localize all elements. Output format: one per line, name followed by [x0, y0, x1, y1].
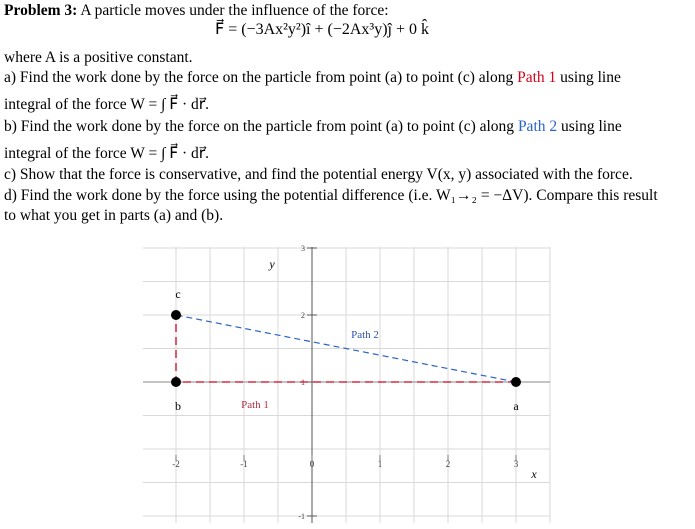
x-tick-label: -1: [240, 459, 248, 469]
point-label-b: b: [175, 399, 181, 413]
y-tick-label: 2: [301, 311, 305, 320]
problem-title: Problem 3:: [4, 2, 78, 19]
y-tick-label: -1: [298, 512, 305, 521]
point-label-c: c: [175, 287, 181, 301]
force-equation: F⃗ = (−3Ax²y²)î + (−2Ax³y)ĵ + 0 k̂: [215, 21, 430, 38]
x-axis-label: x: [531, 467, 537, 481]
path1-label: Path 1: [241, 399, 269, 411]
part-a-text: a) Find the work done by the force on the particle from point (a) to point (c) along: [4, 69, 518, 86]
x-tick-label: 0: [309, 459, 315, 469]
x-tick-label: 1: [377, 459, 383, 469]
y-tick-label: 3: [301, 244, 305, 253]
part-a-line2: integral of the force W = ∫ F⃗ · dr⃗.: [4, 96, 210, 113]
point-c: [171, 310, 181, 320]
x-tick-label: 3: [513, 459, 519, 469]
point-label-a: a: [513, 399, 519, 413]
where-text: where A is a positive constant.: [4, 49, 193, 66]
part-b-tail: using line: [557, 118, 622, 135]
part-a-tail: using line: [556, 69, 621, 86]
part-a-path1-label: Path 1: [517, 69, 557, 86]
x-tick-label: 2: [445, 459, 451, 469]
problem-intro: A particle moves under the influence of the force:: [80, 2, 389, 19]
point-a: [511, 377, 521, 387]
path2-label: Path 2: [351, 329, 379, 341]
point-b: [171, 377, 181, 387]
part-b-text: b) Find the work done by the force on the particle from point (a) to point (c) along: [4, 118, 518, 135]
part-d-line1: d) Find the work done by the force using the potential difference (i.e. W₁→₂ = −ΔV). Compare this result: [4, 187, 658, 204]
y-tick-label: 1: [301, 378, 305, 387]
part-b-line2: integral of the force W = ∫ F⃗ · dr⃗.: [4, 145, 210, 162]
part-d-line2: to what you get in parts (a) and (b).: [4, 207, 224, 224]
x-tick-label: -2: [172, 459, 180, 469]
y-axis-label: y: [269, 257, 275, 271]
part-c-line: c) Show that the force is conservative, and find the potential energy V(x, y) associated with the force.: [4, 166, 633, 183]
part-b-path2-label: Path 2: [517, 118, 558, 135]
